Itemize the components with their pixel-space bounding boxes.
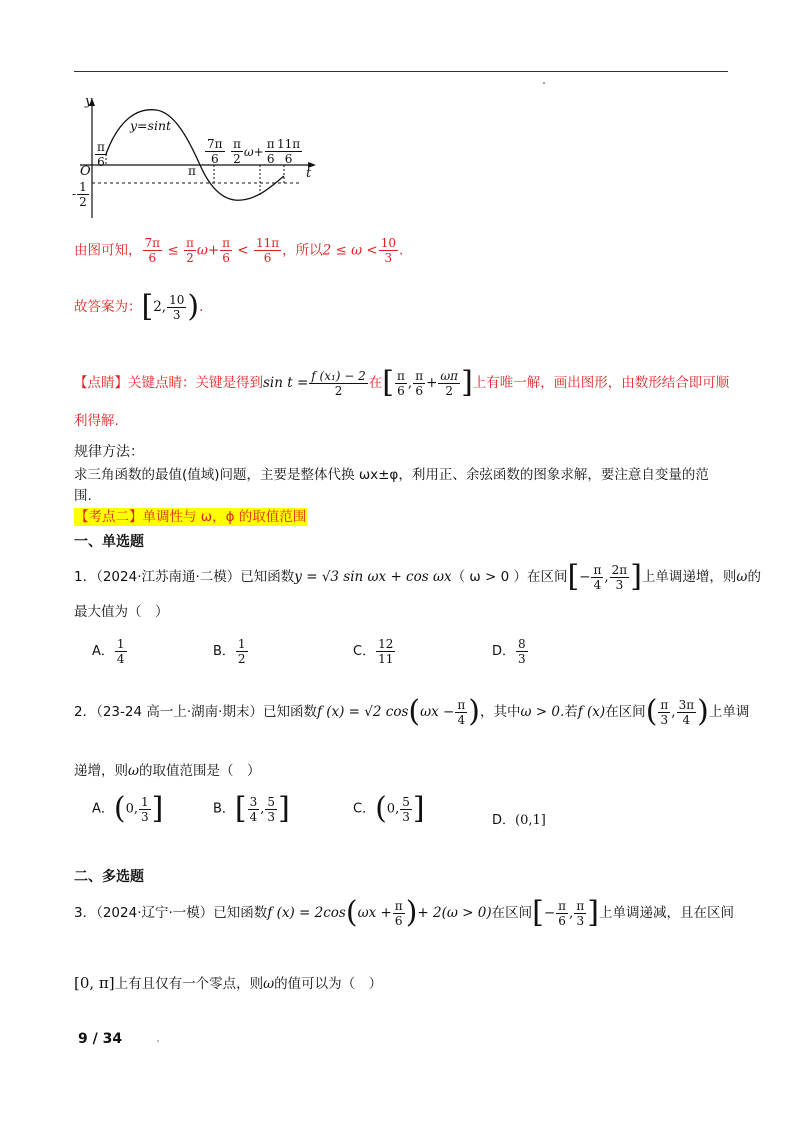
pi-label: π: [188, 164, 196, 178]
method-title: 规律方法：: [74, 444, 144, 460]
q1-option-c[interactable]: C． $\frac{12}{11}$: [353, 637, 394, 666]
q1-option-a[interactable]: A． $\frac{1}{4}$: [92, 637, 125, 666]
eleven-pi6-label: $\frac{11\pi}{6}$: [277, 137, 301, 166]
solution-line: 由图可知， $\frac{7\pi}{6}$ ≤ $\frac{\pi}{2}$ ω+ $\frac{\pi}{6}$ < $\frac{11\pi}{6}$ ，所以2 ≤ ω < $\frac{10}{3}$ .: [74, 236, 404, 265]
seven-pi6-label: $\frac{7\pi}{6}$: [207, 137, 223, 166]
question-1: 1．（2024·江苏南通·二模）已知函数y = √3 sin ωx + cos ωx（ ω > 0 ）在区间[− $\frac{\pi}{4}$ , $\frac{2\pi}{3}$ ]上单调递增，则ω的: [74, 559, 761, 594]
t-label: t: [306, 166, 312, 181]
omega-expr-label: $\frac{\pi}{2}$ ω+ $\frac{\pi}{6}$: [233, 137, 275, 166]
q1-option-d[interactable]: D． $\frac{8}{3}$: [492, 637, 526, 666]
page-number: 9 / 34: [78, 1031, 123, 1047]
method-line-2: 围.: [74, 488, 92, 504]
curve-label: y=sint: [130, 118, 172, 133]
header-dot: [543, 82, 545, 84]
q2-option-a[interactable]: A．(0, $\frac{1}{3}$ ]: [92, 791, 164, 826]
page-dot: [157, 1040, 159, 1042]
section-single-choice: 一、单选题: [74, 534, 144, 550]
question-3-line-2: [0, π]上有且仅有一个零点，则ω的值可以为（ ）: [74, 974, 383, 992]
section-multi-choice: 二、多选题: [74, 869, 144, 885]
header-rule: [74, 71, 728, 72]
y-label: y: [85, 94, 93, 109]
kaodian-heading: 【考点二】单调性与 ω，ϕ 的取值范围: [75, 509, 307, 525]
q2-option-b[interactable]: B．[ $\frac{3}{4}$ , $\frac{5}{3}$ ]: [213, 791, 290, 826]
comment-line: 【点睛】关键点睛：关键是得到sin t = $\frac{\text{f (x₁) − 2}}{2}$ 在[ $\frac{\pi}{6}$ , $\frac{\pi}{6}$ + $\frac{\omega\pi}{2}$ ]上有唯一解，画出图形，由数形结合即可顺: [74, 365, 730, 400]
q2-option-c[interactable]: C．(0, $\frac{5}{3}$ ]: [353, 791, 425, 826]
origin-label: O: [80, 164, 91, 179]
comment-line-2: 利得解.: [74, 413, 119, 429]
method-line-1: 求三角函数的最值(值域)问题，主要是整体代换 ωx±φ，利用正、余弦函数的图象求解，要注意自变量的范: [74, 467, 709, 483]
q2-option-d[interactable]: D．(0,1]: [492, 813, 546, 828]
q1-option-b[interactable]: B． $\frac{1}{2}$: [213, 637, 246, 666]
question-2-line-2: 递增，则ω的取值范围是（ ）: [74, 763, 261, 779]
sine-graph: [70, 96, 330, 226]
question-1-line-2: 最大值为（ ）: [74, 604, 169, 620]
neg-half-label: - $\frac{1}{2}$: [72, 180, 87, 209]
question-3: 3．（2024·辽宁·一模）已知函数f (x) = 2cos(ωx + $\frac{\pi}{6}$ )+ 2(ω > 0)在区间[− $\frac{\pi}{6}$ , $\frac{\pi}{3}$ ]上单调递减，且在区间: [74, 895, 734, 930]
pi6-label: $\frac{\pi}{6}$: [97, 140, 105, 169]
question-2: 2．（23-24 高一上·湖南·期末）已知函数f (x) = √2 cos(ωx − $\frac{\pi}{4}$ )，其中ω > 0.若f (x)在区间( $\frac{\pi}{3}$ , $\frac{3\pi}{4}$ )上单调: [74, 694, 750, 729]
answer-line: 故答案为：[2, $\frac{10}{3}$ ).: [74, 289, 204, 324]
